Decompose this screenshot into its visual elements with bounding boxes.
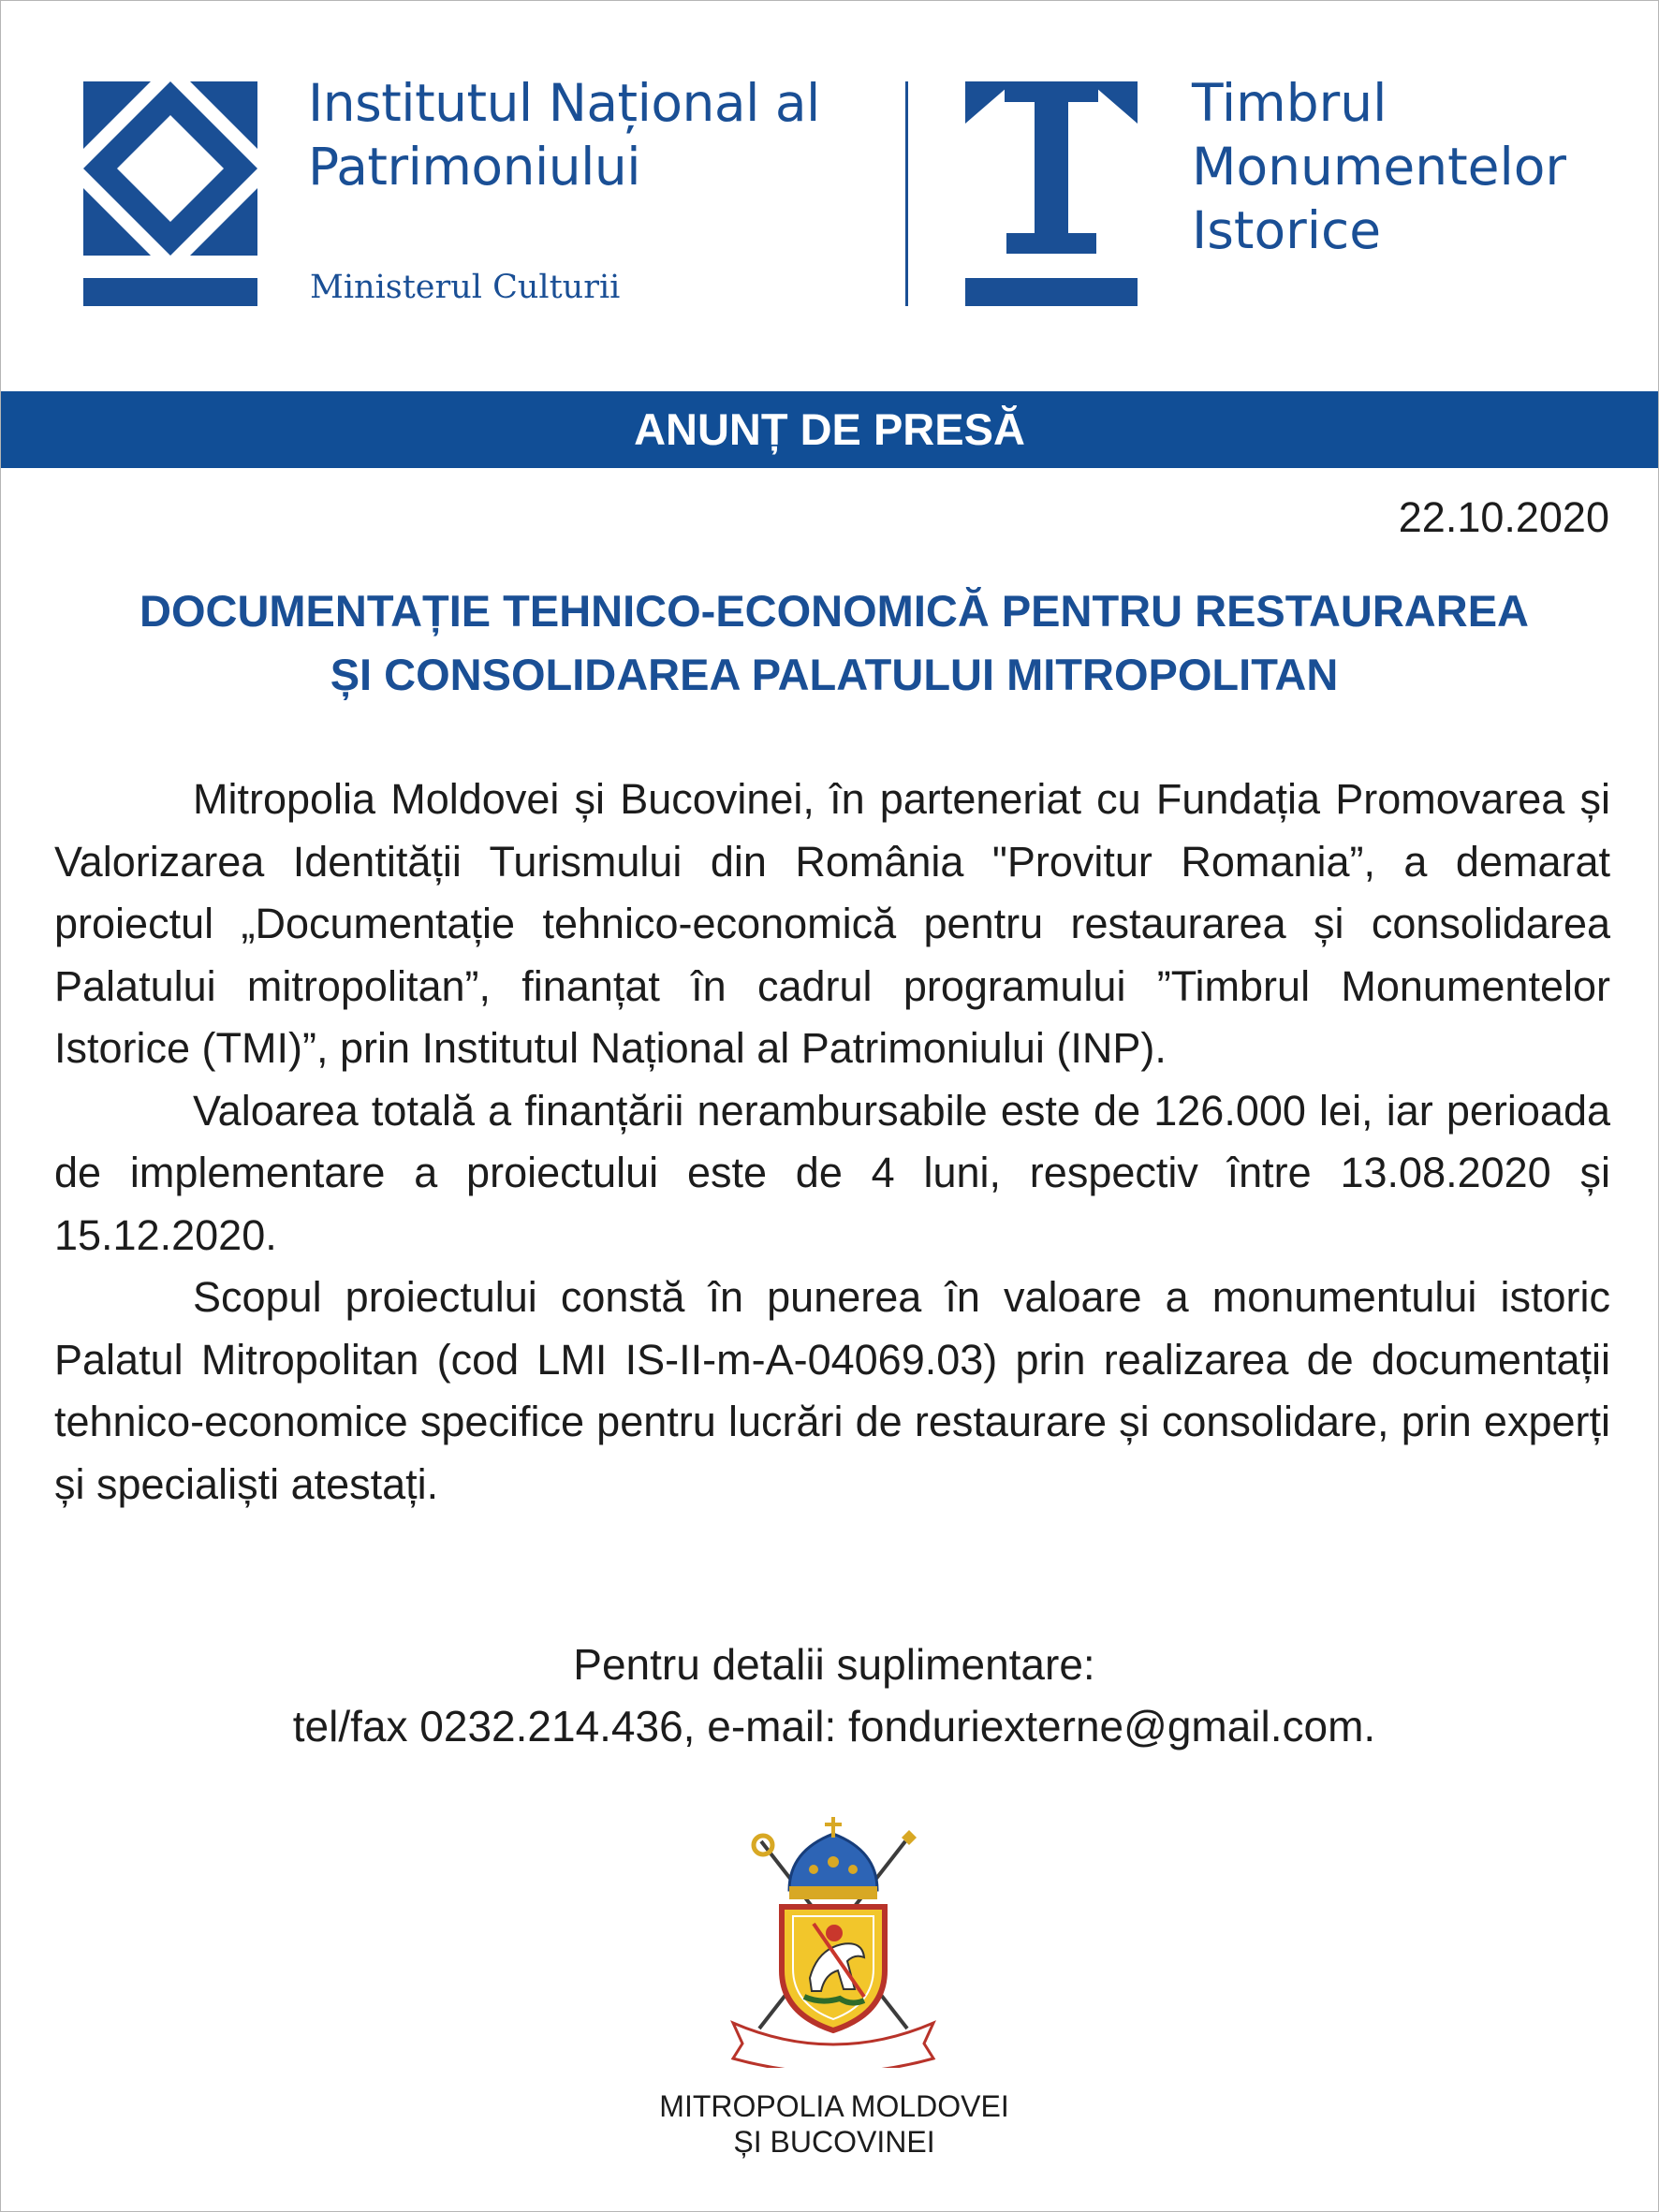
tmi-name-line2: Monumentelor <box>1192 137 1567 197</box>
release-date: 22.10.2020 <box>1398 493 1609 541</box>
tmi-name-line1: Timbrul <box>1192 73 1387 133</box>
paragraph-purpose: Scopul proiectului constă în punerea în valoare a monumentului istoric Palatul Mitropolitan (cod LMI IS-II-m-A-04069.03) prin realizarea de documentații tehnico-economice specifice pentru lucrări de restaurare și consolidare, prin experți și specialiști atestați. <box>54 1273 1610 1508</box>
ministry-label: Ministerul Culturii <box>310 269 621 306</box>
contact-details: tel/fax 0232.214.436, e-mail: fonduriexterne@gmail.com. <box>292 1702 1376 1751</box>
contact-heading: Pentru detalii suplimentare: <box>573 1640 1095 1689</box>
paragraph-funding: Valoarea totală a finanțării nerambursabile este de 126.000 lei, iar perioada de implementare a proiectului este de 4 luni, respectiv între 13.08.2020 și 15.12.2020. <box>54 1086 1610 1259</box>
inp-institution-name <box>308 71 870 198</box>
tmi-program-name <box>1192 71 1641 262</box>
body-text <box>54 769 1610 1516</box>
inp-name-line2: Patrimoniului <box>308 137 641 197</box>
tmi-name-line3: Istorice <box>1192 200 1382 260</box>
footer-org-line1: MITROPOLIA MOLDOVEI <box>659 2089 1009 2123</box>
paragraph-partnership: Mitropolia Moldovei și Bucovinei, în parteneriat cu Fundația Promovarea și Valorizarea Identității Turismului din România "Provitur Romania”, a demarat proiectul „Documentație tehnico-economică pentru restaurarea și consolidarea Palatului mitropolitan”, finanțat în cadrul programului ”Timbrul Monumentelor Istorice (TMI)”, prin Institutul Național al Patrimoniului (INP). <box>54 775 1610 1072</box>
document-title-line1: DOCUMENTAȚIE TEHNICO-ECONOMICĂ PENTRU RESTAURAREA <box>139 586 1529 636</box>
press-release-banner: ANUNȚ DE PRESĂ <box>1 391 1658 468</box>
inp-name-line1: Institutul Național al <box>308 73 820 133</box>
document-title-line2: ȘI CONSOLIDAREA PALATULUI MITROPOLITAN <box>330 650 1339 699</box>
footer-organization-name <box>553 2088 1115 2160</box>
tmi-logo-icon <box>965 81 1138 306</box>
header-divider <box>905 81 908 306</box>
document-title <box>38 579 1630 707</box>
inp-logo-icon <box>83 81 257 306</box>
metropolis-coat-of-arms-icon <box>724 1813 943 2068</box>
footer-org-line2: ȘI BUCOVINEI <box>733 2125 935 2159</box>
contact-info <box>38 1633 1630 1757</box>
